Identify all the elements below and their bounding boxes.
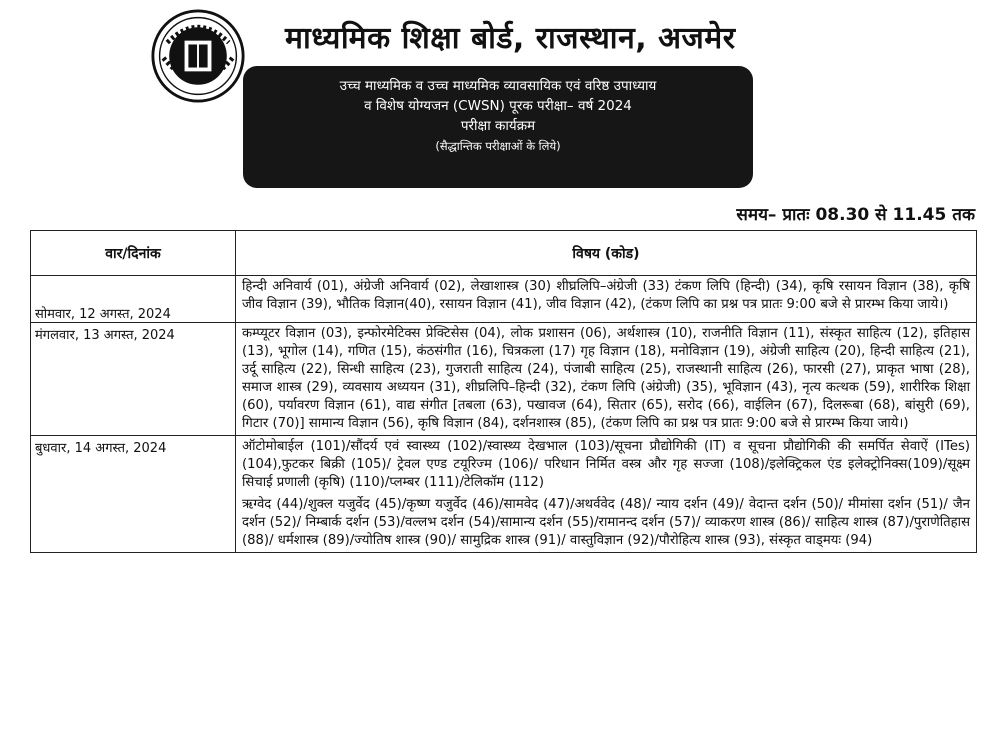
subjects-paragraph: ऑटोमोबाईल (101)/सौंदर्य एवं स्वास्थ्य (102)/स्वास्थ्य देखभाल (103)/सूचना प्रौद्योगिकी (IT) व सूचना प्रौद्योगिकी की समर्पित सेवाऐं (ITes)(104),फुटकर बिक्री (105)/ ट्रेवल एण्ड टयूरिज्म (106)/ परिधान निर्मित वस्त्र और गृह सज्जा (108)/इलेक्ट्रिकल एंड इलेक्ट्रोनिक्स(109)/सूक्ष्म सिचाई प्रणाली (कृषि) (110)/प्लम्बर (111)/टेलिकॉम (112) xyxy=(242,439,970,490)
row-day: सोमवार, 12 अगस्त, 2024 xyxy=(31,276,236,323)
row-subjects xyxy=(236,276,977,323)
table-header-row xyxy=(31,231,977,276)
exam-title-line-3: परीक्षा कार्यक्रम xyxy=(460,118,536,134)
header-date: वार/दिनांक xyxy=(31,231,236,276)
table-row xyxy=(31,276,977,323)
exam-title-line-2: व विशेष योग्यजन (CWSN) पूरक परीक्षा– वर्ष 2024 xyxy=(364,98,632,114)
table-row xyxy=(31,323,977,436)
board-seal-logo xyxy=(150,8,246,104)
exam-timing: समय– प्रातः 08.30 से 11.45 तक xyxy=(736,205,975,225)
row-day: मंगलवार, 13 अगस्त, 2024 xyxy=(31,323,236,436)
row-day: बुधवार, 14 अगस्त, 2024 xyxy=(31,436,236,553)
header-subjects: विषय (कोड) xyxy=(236,231,977,276)
subjects-paragraph: कम्प्यूटर विज्ञान (03), इन्फोरमेटिक्स प्रेक्टिसेस (04), लोक प्रशासन (06), अर्थशास्त्र (10), राजनीति विज्ञान (11), संस्कृत साहित्य (12), इतिहास (13), भूगोल (14), गणित (15), कंठसंगीत (16), चित्रकला (17) गृह विज्ञान (18), मनोविज्ञान (19), अंग्रेजी साहित्य (20), हिन्दी साहित्य (21), उर्दू साहित्य (22), सिन्धी साहित्य (23), गुजराती साहित्य (24), पंजाबी साहित्य (25), राजस्थानी साहित्य (26), फारसी (27), प्राकृत भाषा (28), समाज शास्त्र (29), व्यवसाय अध्ययन (31), शीघ्रलिपि–हिन्दी (32), टंकण लिपि (अंग्रेजी) (35), भूविज्ञान (43), नृत्य कत्थक (59), शारीरिक शिक्षा (60), पर्यावरण विज्ञान (61), वाद्य संगीत [तबला (63), पखावज (64), सितार (65), सरोद (66), वाईलिन (67), दिलरूबा (68), बांसुरी (69), गिटार (70)] सामान्य विज्ञान (56), कृषि विज्ञान (84), दर्शनशास्त्र (85), (टंकण लिपि का प्रश्न पत्र प्रातः 9:00 बजे से प्रारम्भ किया जाये।) xyxy=(242,326,970,431)
exam-schedule-table xyxy=(30,230,977,553)
row-subjects xyxy=(236,436,977,553)
exam-title-line-1: उच्च माध्यमिक व उच्च माध्यमिक व्यावसायिक एवं वरिष्ठ उपाध्याय xyxy=(339,78,657,94)
exam-subtitle: (सैद्धान्तिक परीक्षाओं के लिये) xyxy=(435,139,561,153)
board-title: माध्यमिक शिक्षा बोर्ड, राजस्थान, अजमेर xyxy=(285,21,736,56)
subjects-paragraph: ऋग्वेद (44)/शुक्ल यजुर्वेद (45)/कृष्ण यजुर्वेद (46)/सामवेद (47)/अथर्ववेद (48)/ न्याय दर्शन (49)/ वेदान्त दर्शन (50)/ मीमांसा दर्शन (51)/ जैन दर्शन (52)/ निम्बार्क दर्शन (53)/वल्लभ दर्शन (54)/सामान्य दर्शन (55)/रामानन्द दर्शन (57)/ व्याकरण शास्त्र (86)/ साहित्य शास्त्र (87)/पुराणेतिहास (88)/ धर्मशास्त्र (89)/ज्योतिष शास्त्र (90)/ सामुद्रिक शास्त्र (91)/ वास्तुविज्ञान (92)/पौरोहित्य शास्त्र (93), संस्कृत वाड्मयः (94) xyxy=(242,497,970,548)
exam-title-box xyxy=(243,66,753,188)
subjects-paragraph: हिन्दी अनिवार्य (01), अंग्रेजी अनिवार्य (02), लेखाशास्त्र (30) शीघ्रलिपि–अंग्रेजी (33) टंकण लिपि (हिन्दी) (34), कृषि रसायन विज्ञान (38), कृषि जीव विज्ञान (39), भौतिक विज्ञान(40), रसायन विज्ञान (41), जीव विज्ञान (42), (टंकण लिपि का प्रश्न पत्र प्रातः 9:00 बजे से प्रारम्भ किया जाये।) xyxy=(242,279,970,312)
row-subjects xyxy=(236,323,977,436)
table-row xyxy=(31,436,977,553)
